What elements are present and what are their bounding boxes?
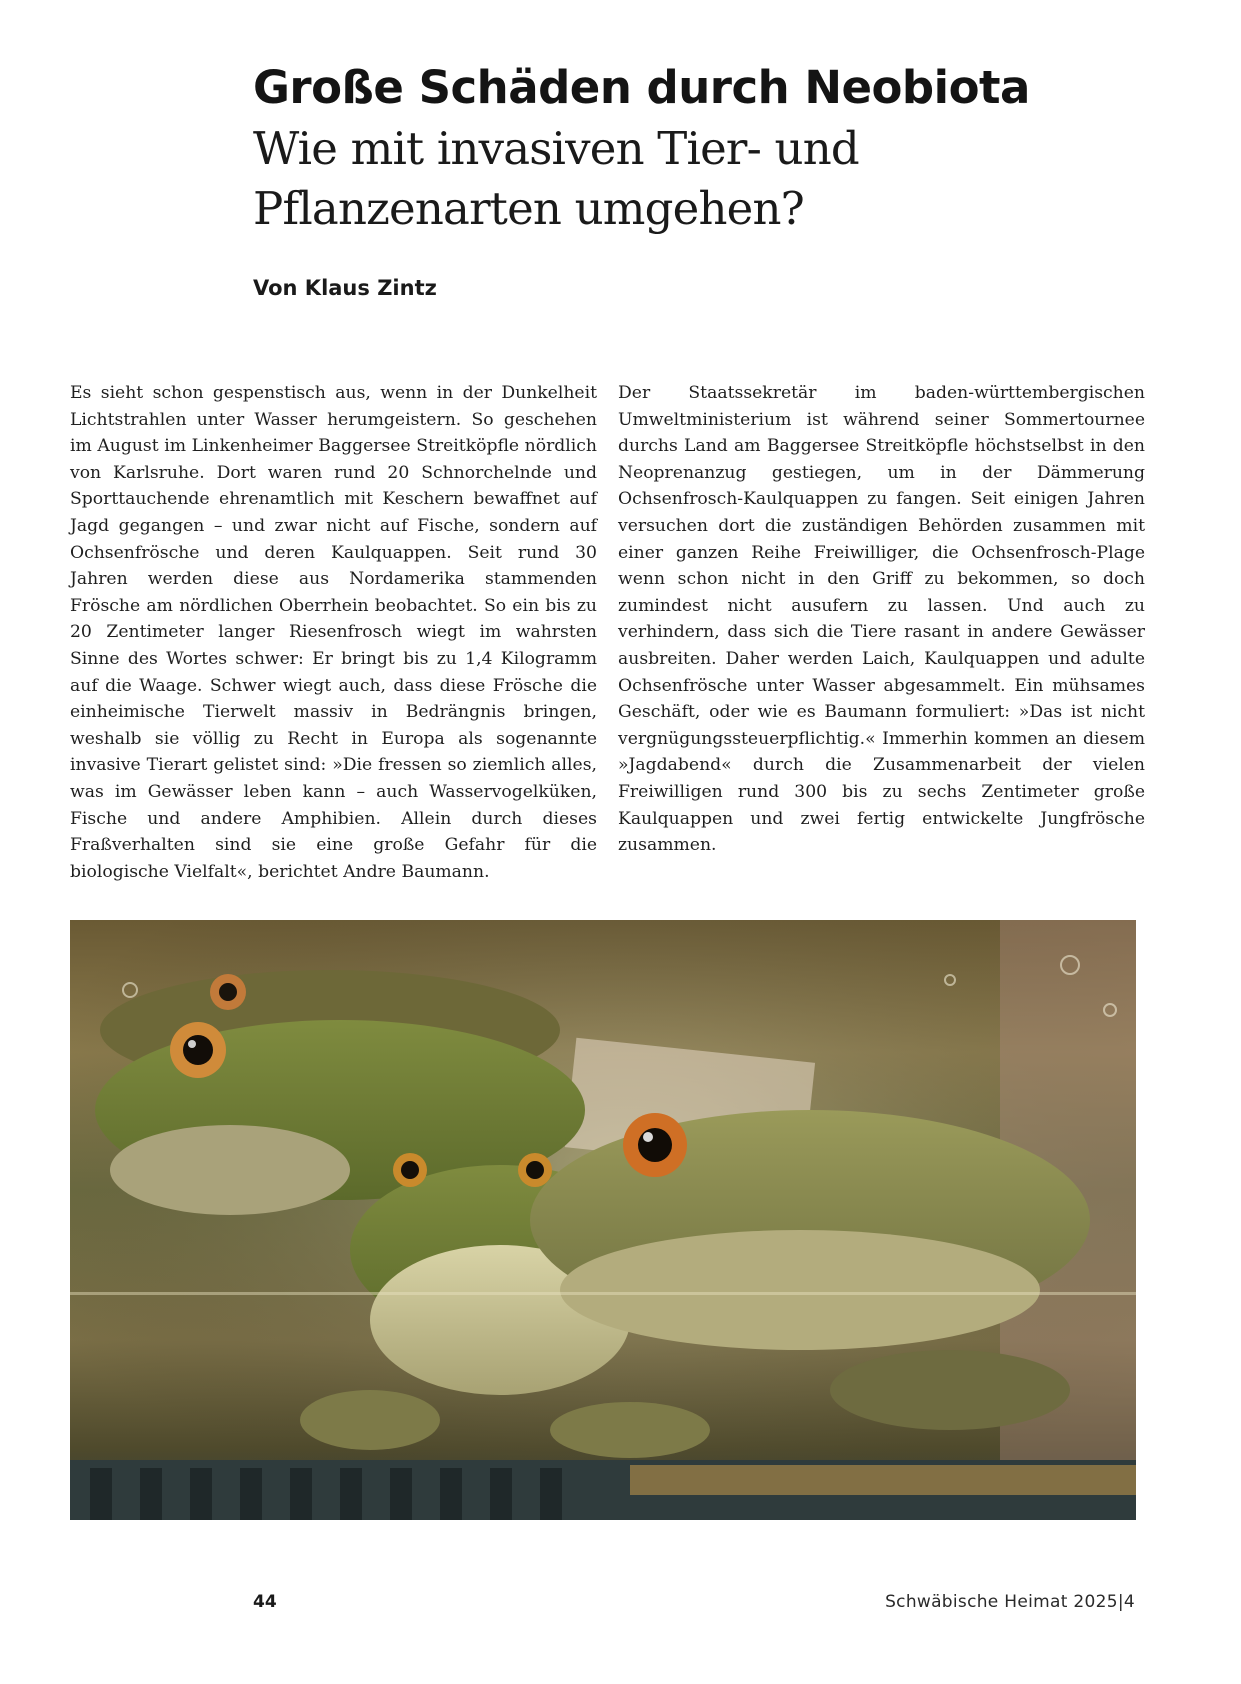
body-column-right: Der Staatssekretär im baden-württembergischen Umweltministerium ist während seiner Sommertournee durchs Land am Baggersee Streitköpfle höchstselbst in den Neoprenanzug gestiegen, um in der Dämmerung Ochsenfrosch-Kaulquappen zu fangen. Seit einigen Jahren versuchen dort die zuständigen Behörden zusammen mit einer ganzen Reihe Freiwilliger, die Ochsenfrosch-Plage wenn schon nicht in den Griff zu bekommen, so doch zumindest nicht ausufern zu lassen. Und auch zu verhindern, dass sich die Tiere rasant in andere Gewässer ausbreiten. Daher werden Laich, Kaulquappen und adulte Ochsenfrösche unter Wasser abgesammelt. Ein mühsames Geschäft, oder wie es Baumann formuliert: »Das ist nicht vergnügungssteuerpflichtig.« Immerhin kommen an diesem »Jagdabend« durch die Zusammenarbeit der vielen Freiwilligen rund 300 bis zu sechs Zentimeter große Kaulquappen und zwei fertig entwickelte Jungfrösche zusammen. bbox=[618, 383, 1145, 856]
article-byline: Von Klaus Zintz bbox=[253, 276, 437, 300]
running-footer: Schwäbische Heimat 2025|4 bbox=[885, 1592, 1135, 1612]
article-subtitle: Wie mit invasiven Tier- und Pflanzenarten umgehen? bbox=[253, 122, 859, 235]
article-title: Große Schäden durch Neobiota bbox=[253, 61, 1030, 114]
page-number: 44 bbox=[253, 1592, 277, 1612]
bullfrog-photo-illustration bbox=[70, 920, 1136, 1520]
body-column-left: Es sieht schon gespenstisch aus, wenn in der Dunkelheit Lichtstrahlen unter Wasser herumgeistern. So geschehen im August im Linkenheimer Baggersee Streitköpfle nördlich von Karlsruhe. Dort waren rund 20 Schnorchelnde und Sporttauchende ehrenamtlich mit Keschern bewaffnet auf Jagd gegangen – und zwar nicht auf Fische, sondern auf Ochsenfrösche und deren Kaulquappen. Seit rund 30 Jahren werden diese aus Nordamerika stammenden Frösche am nördlichen Oberrhein beobachtet. So ein bis zu 20 Zentimeter langer Riesenfrosch wiegt im wahrsten Sinne des Wortes schwer: Er bringt bis zu 1,4 Kilogramm auf die Waage. Schwer wiegt auch, dass diese Frösche die einheimische Tierwelt massiv in Bedrängnis bringen, weshalb sie völlig zu Recht in Europa als sogenannte invasive Tierart gelistet sind: »Die fressen so ziemlich alles, was im Gewässer leben kann – auch Wasservogelküken, Fische und andere Amphibien. Allein durch dieses Fraßverhalten sind sie eine große Gefahr für die biologische Vielfalt«, berichtet Andre Baumann. bbox=[70, 383, 597, 882]
bullfrog-photo bbox=[70, 920, 1136, 1520]
